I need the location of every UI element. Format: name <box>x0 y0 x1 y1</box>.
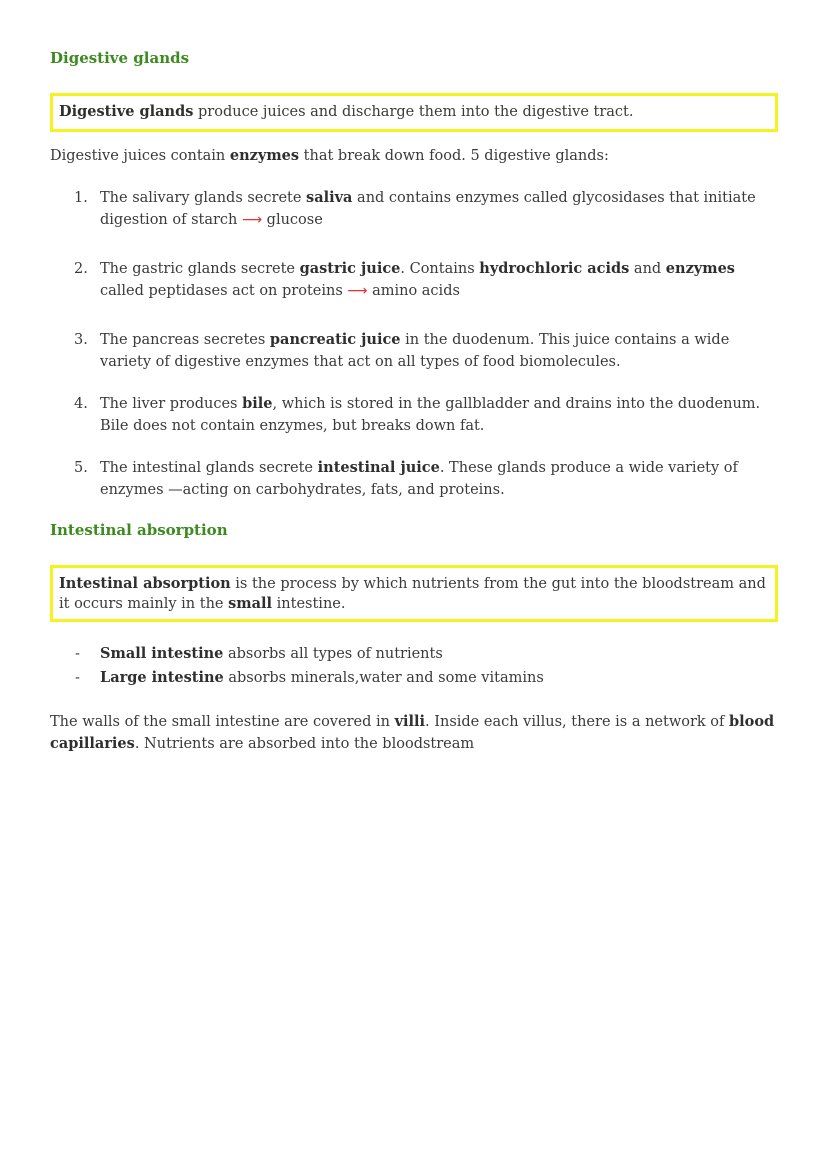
bold-villi: villi <box>394 713 426 730</box>
definition-text: is the process by which nutrients from the gut into the bloodstream and it occurs mainly in the <box>59 576 766 612</box>
bullet-dash: - <box>75 646 80 662</box>
bold-hydrochloric-acids: hydrochloric acids <box>479 260 630 277</box>
bold-saliva: saliva <box>306 189 353 206</box>
text-run: in the duodenum. This juice contains a wide variety of digestive enzymes that act on all types of food biomolecules. <box>100 332 730 370</box>
definition-text-end: intestine. <box>272 596 346 612</box>
section-heading-intestinal-absorption: Intestinal absorption <box>50 521 228 539</box>
definition-box-intestinal-absorption <box>50 565 778 622</box>
list-number: 2. <box>74 261 88 277</box>
list-number: 3. <box>74 332 88 348</box>
text-run: absorbs all types of nutrients <box>223 646 443 662</box>
text-run: called peptidases act on proteins <box>100 283 348 299</box>
list-number: 4. <box>74 396 88 412</box>
closing-paragraph <box>50 711 778 755</box>
intro-paragraph <box>50 145 778 167</box>
text-run: and <box>629 261 666 277</box>
text-run: The salivary glands secrete <box>100 190 307 206</box>
text-run: absorbs minerals,water and some vitamins <box>223 670 544 686</box>
text-run: The liver produces <box>100 396 243 412</box>
bold-intestinal-juice: intestinal juice <box>317 459 440 476</box>
text-run: amino acids <box>367 283 460 299</box>
definition-term: Digestive glands <box>59 103 194 120</box>
list-text <box>100 393 780 437</box>
text-run: . These glands produce a wide variety of enzymes —acting on carbohydrates, fats, and proteins. <box>100 460 738 498</box>
text-run: The pancreas secretes <box>100 332 270 348</box>
list-text <box>100 187 780 231</box>
list-text <box>100 329 780 373</box>
text-run: . Inside each villus, there is a network of <box>425 714 729 730</box>
intro-text: Digestive juices contain <box>50 148 230 164</box>
definition-text: produce juices and discharge them into the digestive tract. <box>193 104 634 120</box>
list-text <box>100 457 780 501</box>
text-run: The intestinal glands secrete <box>100 460 318 476</box>
bold-gastric-juice: gastric juice <box>299 260 401 277</box>
bullet-text <box>100 643 780 665</box>
intro-text-end: that break down food. 5 digestive glands: <box>299 148 609 164</box>
bullet-term: Large intestine <box>100 669 224 686</box>
bold-bile: bile <box>242 395 273 412</box>
bullet-text <box>100 667 780 689</box>
arrow-icon: ⟶ <box>241 212 263 228</box>
bullet-term: Small intestine <box>100 645 224 662</box>
bullet-dash: - <box>75 670 80 686</box>
text-run: The walls of the small intestine are covered in <box>50 714 395 730</box>
bold-blood-capillaries: blood capillaries <box>50 713 775 752</box>
text-run: The gastric glands secrete <box>100 261 300 277</box>
text-run: . Contains <box>400 261 480 277</box>
text-run: and contains enzymes called glycosidases that initiate digestion of starch <box>100 190 756 228</box>
definition-bold-small: small <box>228 595 273 612</box>
text-run: , which is stored in the gallbladder and drains into the duodenum. Bile does not contain enzymes, but breaks down fat. <box>100 396 761 434</box>
bold-pancreatic-juice: pancreatic juice <box>269 331 401 348</box>
intro-bold-enzymes: enzymes <box>229 147 300 164</box>
arrow-icon: ⟶ <box>347 283 368 299</box>
list-number: 5. <box>74 460 88 476</box>
bold-enzymes: enzymes <box>665 260 735 277</box>
definition-box-digestive-glands <box>50 93 778 132</box>
text-run: . Nutrients are absorbed into the bloodstream <box>134 736 475 752</box>
list-number: 1. <box>74 190 88 206</box>
list-text <box>100 258 780 302</box>
definition-term: Intestinal absorption <box>59 575 231 592</box>
section-heading-digestive-glands: Digestive glands <box>50 49 190 67</box>
text-run: glucose <box>262 212 323 228</box>
